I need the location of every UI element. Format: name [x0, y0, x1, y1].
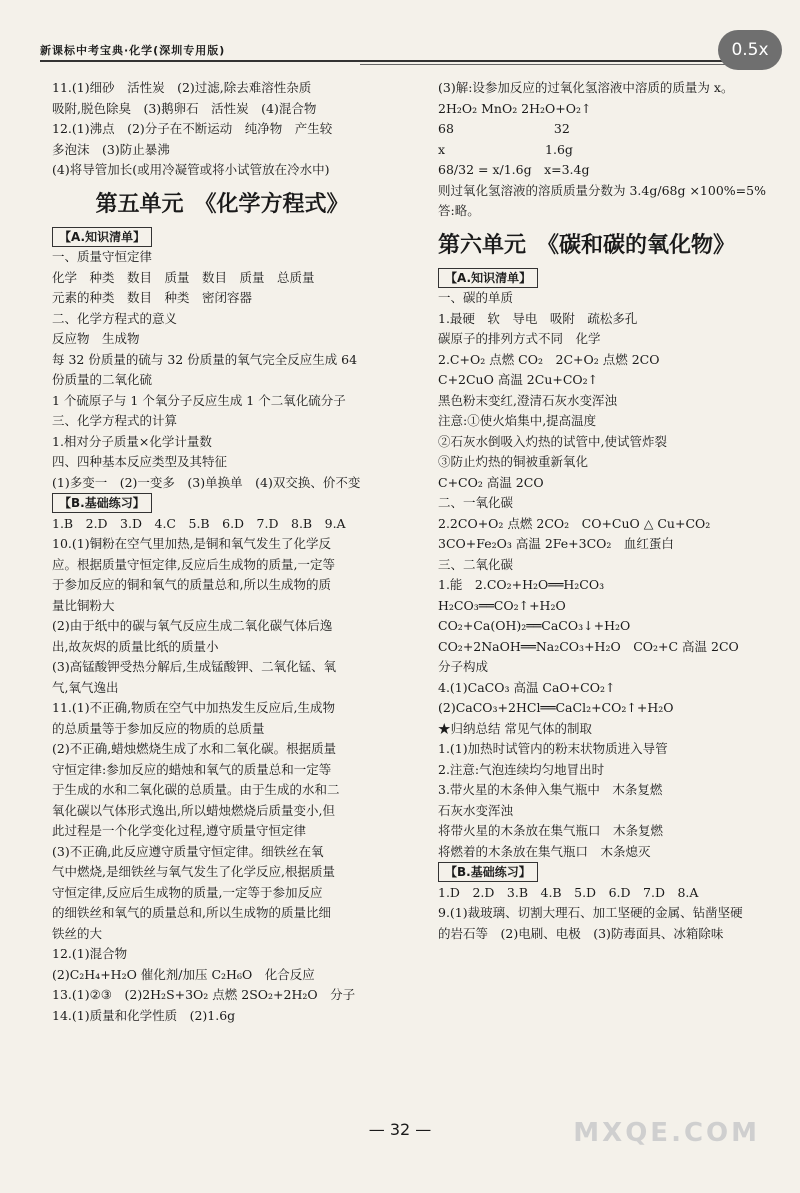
- text-line: 12.(1)沸点 (2)分子在不断运动 纯净物 产生较: [52, 121, 333, 136]
- watermark: MXQE.COM: [573, 1118, 760, 1148]
- text-line: (3)高锰酸钾受热分解后,生成锰酸钾、二氧化锰、氧: [52, 659, 337, 674]
- text-line: 应。根据质量守恒定律,反应后生成物的质量,一定等: [52, 556, 335, 572]
- text-line: 1.最硬 软 导电 吸附 疏松多孔: [438, 310, 638, 326]
- section-tag-practice: 【B.基础练习】: [52, 493, 152, 513]
- equation-line: 3CO+Fe₂O₃ 高温 2Fe+3CO₂ 血红蛋白: [438, 536, 674, 551]
- text-line: 于生成的水和二氧化碳的总质量。由于生成的水和二: [52, 782, 340, 797]
- page-header: 新课标中考宝典·化学(深圳专用版): [40, 44, 226, 57]
- text-line: (1)多变一 (2)一变多 (3)单换单 (4)双交换、价不变: [52, 474, 361, 490]
- header-rule: [40, 60, 770, 62]
- text-line: x 1.6g: [438, 141, 573, 157]
- text-line: 10.(1)铜粉在空气里加热,是铜和氧气发生了化学反: [52, 536, 332, 551]
- header-rule-secondary: [360, 64, 770, 65]
- text-line: 于参加反应的铜和氧气的质量总和,所以生成物的质: [52, 577, 331, 592]
- text-line: 碳原子的排列方式不同 化学: [438, 331, 601, 346]
- equation-line: H₂CO₃══CO₂↑+H₂O: [438, 597, 566, 613]
- text-line: 的总质量等于参加反应的物质的总质量: [52, 720, 265, 736]
- text-line: 注意:①使火焰集中,提高温度: [438, 413, 597, 428]
- equation-line: CO₂+2NaOH══Na₂CO₃+H₂O CO₂+C 高温 2CO: [438, 638, 739, 654]
- text-line: 气,氧气逸出: [52, 679, 119, 695]
- playback-speed-button[interactable]: 0.5x: [718, 30, 782, 70]
- text-line: 9.(1)裁玻璃、切割大理石、加工坚硬的金属、钻凿坚硬: [438, 905, 743, 920]
- text-line: 份质量的二氧化硫: [52, 372, 153, 387]
- text-line: (3)解:设参加反应的过氧化氢溶液中溶质的质量为 x。: [438, 80, 734, 95]
- text-line: 13.(1)②③ (2)2H₂S+3O₂ 点燃 2SO₂+2H₂O 分子: [52, 987, 356, 1002]
- text-line: (2)不正确,蜡烛燃烧生成了水和二氧化碳。根据质量: [52, 741, 337, 756]
- section-tag-practice: 【B.基础练习】: [438, 862, 538, 882]
- unit-5-title: 第五单元 《化学方程式》: [95, 191, 349, 217]
- text-line: (3)不正确,此反应遵守质量守恒定律。细铁丝在氧: [52, 843, 324, 859]
- text-line: 二、一氧化碳: [438, 495, 514, 510]
- text-line: 1.B 2.D 3.D 4.C 5.B 6.D 7.D 8.B 9.A: [52, 515, 346, 531]
- equation-line: 2.2CO+O₂ 点燃 2CO₂ CO+CuO △ Cu+CO₂: [438, 515, 711, 531]
- text-line: 多泡沫 (3)防止暴沸: [52, 141, 170, 157]
- text-line: 3.带火星的木条伸入集气瓶中 木条复燃: [438, 782, 663, 797]
- text-line: 2.注意:气泡连续均匀地冒出时: [438, 761, 605, 777]
- text-line: 化学 种类 数目 质量 数目 质量 总质量: [52, 269, 315, 285]
- equation-line: 2H₂O₂ MnO₂ 2H₂O+O₂↑: [438, 100, 592, 116]
- text-line: 1.(1)加热时试管内的粉末状物质进入导管: [438, 741, 668, 756]
- text-line: 分子构成: [438, 659, 489, 674]
- text-line: 答:略。: [438, 203, 480, 218]
- text-line: 二、化学方程式的意义: [52, 310, 178, 326]
- text-line: 四、四种基本反应类型及其特征: [52, 454, 228, 469]
- text-line: 12.(1)混合物: [52, 946, 128, 961]
- text-line: 1 个硫原子与 1 个氧分子反应生成 1 个二氧化硫分子: [52, 392, 346, 408]
- text-line: 则过氧化氢溶液的溶质质量分数为 3.4g/68g ×100%=5%: [438, 182, 766, 198]
- equation-line: 4.(1)CaCO₃ 高温 CaO+CO₂↑: [438, 679, 616, 695]
- equation-line: 68/32 = x/1.6g x=3.4g: [438, 162, 590, 177]
- equation-line: (2)CaCO₃+2HCl══CaCl₂+CO₂↑+H₂O: [438, 700, 674, 715]
- right-column: [438, 78, 768, 944]
- text-line: 一、碳的单质: [438, 290, 514, 305]
- equation-line: C+CO₂ 高温 2CO: [438, 474, 544, 490]
- equation-line: C+2CuO 高温 2Cu+CO₂↑: [438, 372, 599, 387]
- text-line: 将带火星的木条放在集气瓶口 木条复燃: [438, 823, 664, 838]
- text-line: 石灰水变浑浊: [438, 802, 514, 818]
- text-line: 氧化碳以气体形式逸出,所以蜡烛燃烧后质量变小,但: [52, 802, 335, 818]
- left-column: [52, 78, 392, 1026]
- text-line: 铁丝的大: [52, 925, 103, 941]
- text-line: 11.(1)不正确,物质在空气中加热发生反应后,生成物: [52, 700, 336, 715]
- text-line: ②石灰水倒吸入灼热的试管中,使试管炸裂: [438, 433, 667, 449]
- section-tag-knowledge: 【A.知识清单】: [52, 227, 152, 247]
- text-line: 1.相对分子质量×化学计量数: [52, 433, 212, 449]
- text-line: 一、质量守恒定律: [52, 249, 153, 264]
- section-tag-knowledge: 【A.知识清单】: [438, 268, 538, 288]
- text-line: 每 32 份质量的硫与 32 份质量的氧气完全反应生成 64: [52, 351, 358, 367]
- text-line: 守恒定律,反应后生成物的质量,一定等于参加反应: [52, 884, 323, 900]
- text-line: 出,故灰烬的质量比纸的质量小: [52, 638, 219, 654]
- text-line: 元素的种类 数目 种类 密闭容器: [52, 290, 253, 305]
- equation-line: CO₂+Ca(OH)₂══CaCO₃↓+H₂O: [438, 618, 631, 633]
- text-line: (2)C₂H₄+H₂O 催化剂/加压 C₂H₆O 化合反应: [52, 966, 315, 982]
- text-line: 吸附,脱色除臭 (3)鹅卵石 活性炭 (4)混合物: [52, 100, 317, 116]
- text-line: 反应物 生成物: [52, 331, 140, 346]
- text-line: 守恒定律:参加反应的蜡烛和氧气的质量总和一定等: [52, 761, 332, 777]
- text-line: 1.D 2.D 3.B 4.B 5.D 6.D 7.D 8.A: [438, 884, 699, 900]
- text-line: 三、二氧化碳: [438, 556, 514, 572]
- text-line: 将燃着的木条放在集气瓶口 木条熄灭: [438, 843, 651, 859]
- text-line: 14.(1)质量和化学性质 (2)1.6g: [52, 1007, 236, 1023]
- text-line: (4)将导管加长(或用冷凝管或将小试管放在冷水中): [52, 162, 330, 177]
- text-line: 量比铜粉大: [52, 597, 115, 613]
- text-line: 三、化学方程式的计算: [52, 413, 178, 428]
- text-line: 11.(1)细砂 活性炭 (2)过滤,除去难溶性杂质: [52, 80, 312, 95]
- text-line: 黑色粉末变红,澄清石灰水变浑浊: [438, 392, 617, 408]
- text-line: 的细铁丝和氧气的质量总和,所以生成物的质量比细: [52, 905, 331, 920]
- unit-6-title: 第六单元 《碳和碳的氧化物》: [438, 232, 736, 258]
- text-line: 的岩石等 (2)电刷、电极 (3)防毒面具、冰箱除味: [438, 925, 724, 941]
- page-number: — 32 —: [368, 1120, 432, 1139]
- text-line: 气中燃烧,是细铁丝与氧气发生了化学反应,根据质量: [52, 864, 335, 879]
- text-line: 68 32: [438, 121, 570, 136]
- equation-line: 1.能 2.CO₂+H₂O══H₂CO₃: [438, 577, 605, 592]
- text-line: ★归纳总结 常见气体的制取: [438, 720, 592, 736]
- text-line: (2)由于纸中的碳与氧气反应生成二氧化碳气体后逸: [52, 618, 333, 633]
- text-line: ③防止灼热的铜被重新氧化: [438, 454, 589, 469]
- equation-line: 2.C+O₂ 点燃 CO₂ 2C+O₂ 点燃 2CO: [438, 351, 660, 367]
- text-line: 此过程是一个化学变化过程,遵守质量守恒定律: [52, 823, 306, 838]
